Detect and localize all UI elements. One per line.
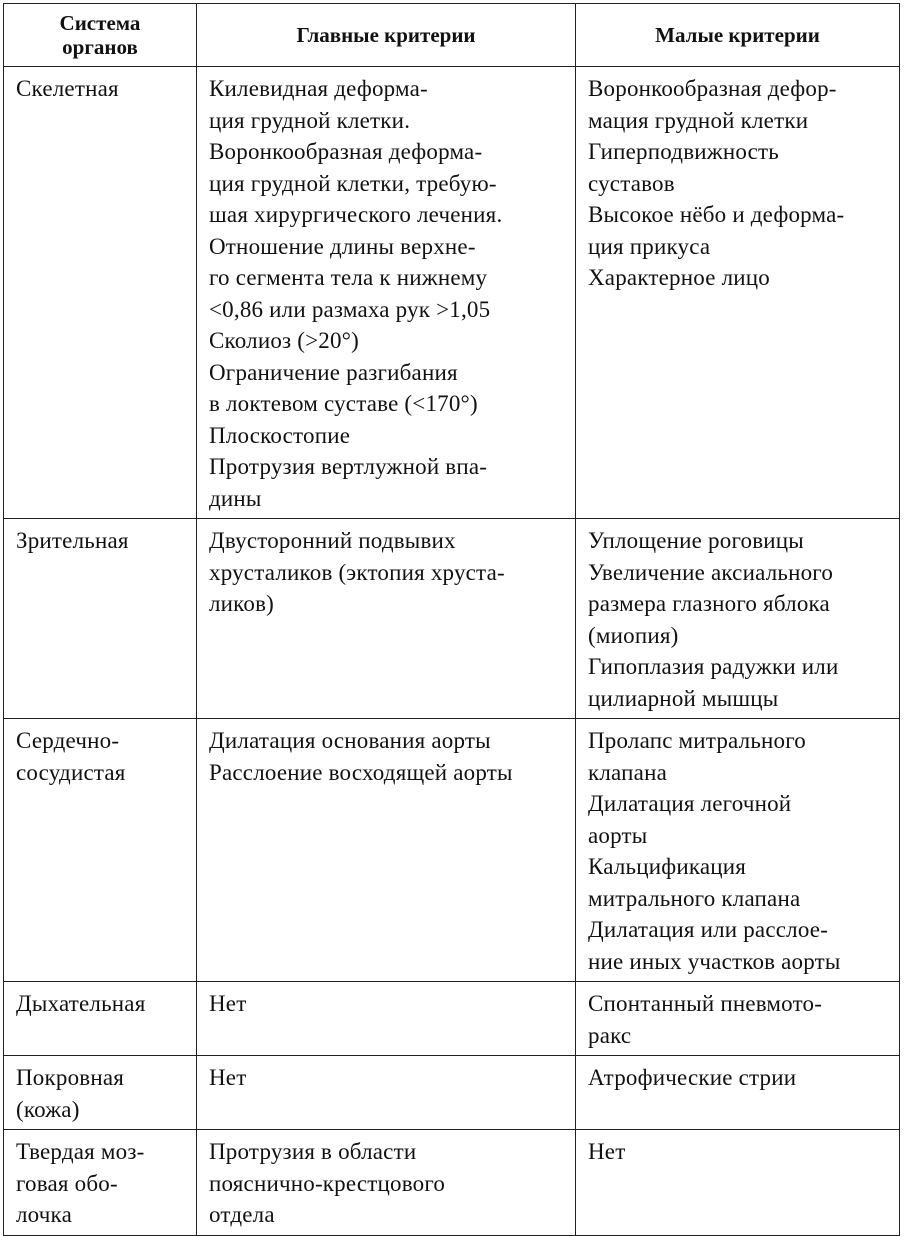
- cell-line: Воронкообразная деформа-: [209, 139, 483, 164]
- cell-line: Кальцификация: [588, 854, 747, 879]
- cell-major-criteria: [197, 1130, 576, 1236]
- cell-line: суставов: [588, 170, 675, 196]
- cell-line: Отношение длины верхне-: [209, 233, 476, 259]
- cell-major-criteria: [197, 67, 576, 519]
- header-minor-criteria: Малые критерии: [576, 4, 900, 67]
- header-row: [4, 4, 900, 67]
- cell-line: в локтевом суставе (<170°): [209, 391, 478, 416]
- cell-line: мация грудной клетки: [588, 107, 809, 133]
- cell-line: Двусторонний подвывих: [209, 528, 456, 553]
- cell-line: отдела: [209, 1202, 275, 1227]
- cell-line: цилиарной мышцы: [588, 685, 779, 711]
- cell-line: Увеличение аксиального: [588, 559, 834, 585]
- cell-organ-system: [4, 519, 197, 719]
- cell-line: Пролапс митрального: [588, 728, 806, 753]
- cell-line: Дилатация или расслое-: [588, 917, 829, 942]
- cell-organ-system: [4, 67, 197, 519]
- table-row-skeletal: [4, 67, 900, 519]
- table-row-dura-mater: [4, 1130, 900, 1236]
- cell-line: Протрузия в области: [209, 1139, 417, 1164]
- header-organ-system-line: Система: [59, 11, 141, 35]
- cell-major-criteria: [197, 982, 576, 1056]
- cell-line: клапана: [588, 759, 667, 785]
- cell-line: Килевидная деформа-: [209, 76, 428, 101]
- cell-line: митрального клапана: [588, 885, 801, 911]
- cell-line: Уплощение роговицы: [588, 528, 804, 553]
- cell-organ-system: [4, 982, 197, 1056]
- cell-line: шая хирургического лечения.: [209, 202, 503, 227]
- cell-line: размера глазного яблока: [588, 591, 830, 616]
- cell-line: лочка: [16, 1202, 72, 1227]
- cell-line: Гипоплазия радужки или: [588, 654, 839, 679]
- cell-minor-criteria: [576, 1130, 900, 1236]
- cell-line: Зрительная: [16, 528, 129, 553]
- table-row-respiratory: [4, 982, 900, 1056]
- cell-line: ция прикуса: [588, 233, 711, 259]
- cell-line: Скелетная: [16, 76, 119, 101]
- cell-line: Плоскостопие: [209, 422, 351, 448]
- cell-line: Нет: [588, 1139, 626, 1164]
- cell-line: хрусталиков (эктопия хруста-: [209, 559, 505, 585]
- cell-line: Протрузия вертлужной впа-: [209, 454, 488, 479]
- table-row-integumentary: [4, 1056, 900, 1130]
- cell-line: ция грудной клетки, требую-: [209, 170, 497, 196]
- cell-major-criteria: [197, 519, 576, 719]
- cell-line: ликов): [209, 591, 275, 616]
- cell-line: Нет: [209, 991, 247, 1016]
- cell-line: Ограничение разгибания: [209, 359, 458, 385]
- header-major-criteria: Главные критерии: [197, 4, 576, 67]
- cell-minor-criteria: [576, 519, 900, 719]
- cell-line: (кожа): [16, 1096, 80, 1122]
- cell-line: <0,86 или размаха рук >1,05: [209, 296, 491, 322]
- cell-line: дины: [209, 485, 262, 511]
- criteria-table: [3, 3, 900, 1236]
- cell-organ-system: [4, 1130, 197, 1236]
- table-body: [4, 67, 900, 1236]
- cell-minor-criteria: [576, 67, 900, 519]
- cell-line: пояснично-крестцового: [209, 1170, 446, 1196]
- cell-line: Расслоение восходящей аорты: [209, 759, 513, 785]
- cell-line: Гиперподвижность: [588, 139, 779, 164]
- cell-minor-criteria: [576, 982, 900, 1056]
- cell-line: аорты: [588, 822, 648, 848]
- cell-line: Характерное лицо: [588, 265, 771, 290]
- cell-line: го сегмента тела к нижнему: [209, 265, 488, 290]
- cell-line: Нет: [209, 1065, 247, 1090]
- cell-line: ция грудной клетки.: [209, 107, 411, 133]
- cell-major-criteria: [197, 719, 576, 982]
- header-organ-system-line: органов: [62, 35, 138, 59]
- cell-line: (миопия): [588, 622, 679, 648]
- header-organ-system: [4, 4, 197, 67]
- cell-line: ракс: [588, 1022, 632, 1048]
- cell-minor-criteria: [576, 719, 900, 982]
- cell-line: Сколиоз (>20°): [209, 328, 359, 353]
- cell-major-criteria: [197, 1056, 576, 1130]
- cell-line: Дилатация легочной: [588, 791, 792, 816]
- cell-organ-system: [4, 719, 197, 982]
- cell-line: говая обо-: [16, 1170, 118, 1196]
- cell-line: Спонтанный пневмото-: [588, 991, 823, 1016]
- table-row-cardiovascular: [4, 719, 900, 982]
- cell-line: Твердая моз-: [16, 1139, 145, 1164]
- cell-line: Сердечно-: [16, 728, 120, 753]
- cell-line: Высокое нёбо и деформа-: [588, 202, 845, 227]
- table-row-ocular: [4, 519, 900, 719]
- cell-line: Воронкообразная дефор-: [588, 76, 837, 101]
- cell-line: Покровная: [16, 1065, 125, 1090]
- cell-line: Дыхательная: [16, 991, 146, 1016]
- cell-line: Дилатация основания аорты: [209, 728, 491, 753]
- cell-line: сосудистая: [16, 759, 126, 785]
- cell-minor-criteria: [576, 1056, 900, 1130]
- cell-line: Атрофические стрии: [588, 1065, 797, 1090]
- cell-line: ние иных участков аорты: [588, 948, 841, 974]
- cell-organ-system: [4, 1056, 197, 1130]
- table-header: [4, 4, 900, 67]
